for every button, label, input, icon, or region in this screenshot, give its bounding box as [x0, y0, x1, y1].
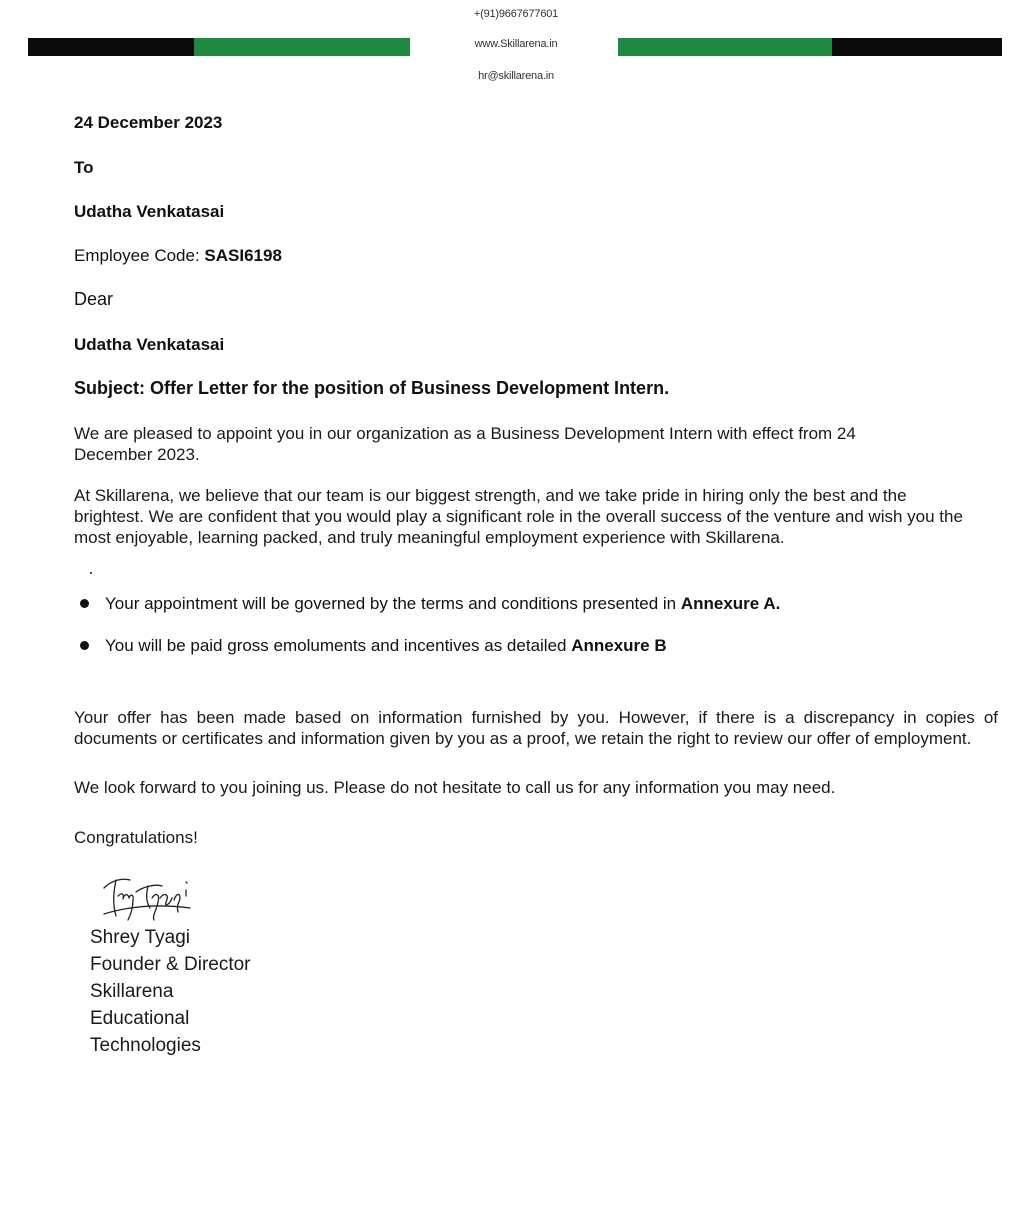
signature-image — [100, 872, 196, 924]
header-bar-green-right — [618, 38, 834, 56]
annexure-a-ref: Annexure A. — [680, 594, 781, 613]
bullet-dot-icon — [80, 599, 89, 608]
paragraph-appointment: We are pleased to appoint you in our organization as a Business Development Intern with effect from 24 December 2023. — [74, 424, 856, 464]
letter-date: 24 December 2023 — [74, 113, 223, 132]
header-phone: +(91)9667677601 — [473, 8, 559, 20]
closing-congratulations: Congratulations! — [74, 828, 198, 847]
employee-code-line — [74, 245, 282, 266]
bullet-text: You will be paid gross emoluments and incentives as detailed Annexure B — [105, 636, 667, 655]
employee-code-value: SASI6198 — [204, 246, 282, 265]
annexure-b-ref: Annexure B — [571, 636, 667, 655]
header-email: hr@skillarena.in — [478, 70, 554, 82]
stray-mark — [90, 572, 92, 574]
bullet-dot-icon — [80, 641, 89, 650]
employee-code-label: Employee Code: — [74, 246, 205, 265]
signer-name: Shrey Tyagi — [90, 927, 190, 948]
signer-org-line2: Educational — [90, 1008, 190, 1029]
bullet-text: Your appointment will be governed by the terms and conditions presented in Annexure A. — [105, 594, 781, 613]
header-bar-black-right — [832, 38, 1002, 56]
header-bar-green-left — [194, 38, 410, 56]
signer-org-line3: Technologies — [90, 1035, 201, 1056]
signer-title: Founder & Director — [90, 954, 251, 975]
paragraph-team: At Skillarena, we believe that our team is our biggest strength, and we take pride in hiring only the best and the brightest. We are confident that you would play a significant role in the overall success of the venture and wish you the most enjoyable, learning packed, and truly meaningful employment experience with Skillarena. — [74, 486, 963, 547]
subject-line: Subject: Offer Letter for the position of Business Development Intern. — [74, 378, 670, 398]
to-label: To — [74, 158, 94, 177]
salutation: Dear — [74, 289, 114, 309]
recipient-name: Udatha Venkatasai — [74, 202, 225, 221]
header-website: www.Skillarena.in — [474, 38, 558, 50]
header-bar-black-left — [28, 38, 196, 56]
paragraph-look-forward: We look forward to you joining us. Please do not hesitate to call us for any information you may need. — [74, 778, 836, 797]
salutation-name: Udatha Venkatasai — [74, 335, 225, 354]
signer-org-line1: Skillarena — [90, 981, 174, 1002]
paragraph-discrepancy: Your offer has been made based on information furnished by you. However, if there is a discrepancy in copies of documents or certificates and information given by you as a proof, we retain the right to review our offer of employment. — [74, 708, 998, 748]
